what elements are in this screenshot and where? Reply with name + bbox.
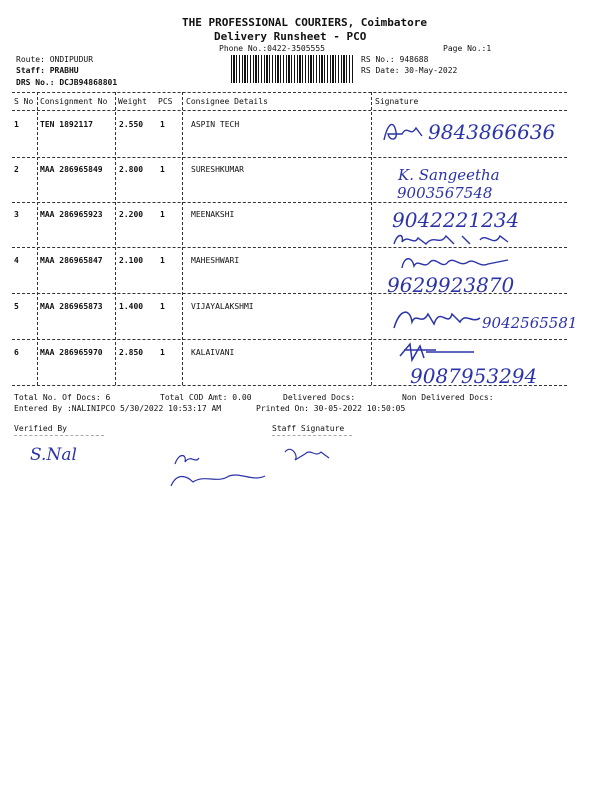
row-pcs: 1 xyxy=(160,210,165,219)
signature-scribble xyxy=(380,118,425,150)
drs-number: DRS No.: DCJB94868801 xyxy=(16,78,118,87)
row-consignee: KALAIVANI xyxy=(191,348,235,357)
verified-line xyxy=(14,435,104,436)
runsheet-subtitle: Delivery Runsheet - PCO xyxy=(214,30,367,43)
company-title: THE PROFESSIONAL COURIERS, Coimbatore xyxy=(182,16,428,29)
row-consignment: MAA 286965847 xyxy=(40,256,103,265)
total-docs: Total No. Of Docs: 6 xyxy=(14,393,111,402)
row-weight: 2.800 xyxy=(119,165,144,174)
row-sno: 5 xyxy=(14,302,19,311)
row-sno: 3 xyxy=(14,210,19,219)
total-cod: Total COD Amt: 0.00 xyxy=(160,393,252,402)
row-weight: 1.400 xyxy=(119,302,144,311)
row-sno: 2 xyxy=(14,165,19,174)
col-signature: Signature xyxy=(375,97,419,106)
route: Route: ONDIPUDUR xyxy=(16,55,94,64)
row-rule xyxy=(12,157,567,158)
row-pcs: 1 xyxy=(160,348,165,357)
row-sno: 4 xyxy=(14,256,19,265)
signature-scribble xyxy=(390,230,520,254)
table-top-rule xyxy=(12,92,567,93)
row-rule xyxy=(12,202,567,203)
col-pcs: PCS xyxy=(158,97,173,106)
col-sep xyxy=(115,92,116,385)
col-weight: Weight xyxy=(118,97,147,106)
row-pcs: 1 xyxy=(160,120,165,129)
row-consignment: TEN 1892117 xyxy=(40,120,93,129)
table-header-rule xyxy=(12,110,567,111)
handwritten-phone: 9087953294 xyxy=(410,364,538,388)
non-delivered-docs: Non Delivered Docs: xyxy=(402,393,494,402)
staff-line xyxy=(272,435,352,436)
col-sep xyxy=(371,92,372,385)
row-consignee: MEENAKSHI xyxy=(191,210,235,219)
handwritten-phone: 9629923870 xyxy=(387,273,515,297)
handwritten-phone: 9042565581 xyxy=(482,314,578,332)
row-sno: 6 xyxy=(14,348,19,357)
row-consignee: VIJAYALAKSHMI xyxy=(191,302,254,311)
signature-scribble xyxy=(165,446,345,500)
row-consignment: MAA 286965923 xyxy=(40,210,103,219)
row-consignment: MAA 286965873 xyxy=(40,302,103,311)
row-weight: 2.550 xyxy=(119,120,144,129)
handwritten-phone: 9042221234 xyxy=(392,208,520,232)
row-weight: 2.850 xyxy=(119,348,144,357)
row-weight: 2.100 xyxy=(119,256,144,265)
row-pcs: 1 xyxy=(160,302,165,311)
printed-on: Printed On: 30-05-2022 10:50:05 xyxy=(256,404,406,413)
row-pcs: 1 xyxy=(160,165,165,174)
row-weight: 2.200 xyxy=(119,210,144,219)
rs-date: RS Date: 30-May-2022 xyxy=(361,66,458,75)
staff-signature-label: Staff Signature xyxy=(272,424,345,433)
handwritten-name: K. Sangeetha xyxy=(398,166,500,184)
signature-scribble xyxy=(390,304,485,338)
phone-number: Phone No.:0422-3505555 xyxy=(219,44,325,53)
rs-number: RS No.: 948688 xyxy=(361,55,429,64)
handwritten-phone: 9843866636 xyxy=(428,120,556,144)
row-consignee: ASPIN TECH xyxy=(191,120,240,129)
col-consignee: Consignee Details xyxy=(186,97,268,106)
row-consignment: MAA 286965849 xyxy=(40,165,103,174)
staff: Staff: PRABHU xyxy=(16,66,79,75)
row-consignee: SURESHKUMAR xyxy=(191,165,244,174)
delivered-docs: Delivered Docs: xyxy=(283,393,356,402)
col-sno: S No xyxy=(14,97,34,106)
page-number: Page No.:1 xyxy=(443,44,492,53)
verified-signature: S.Nal xyxy=(30,445,77,465)
row-consignee: MAHESHWARI xyxy=(191,256,240,265)
col-sep xyxy=(37,92,38,385)
barcode xyxy=(231,55,353,83)
entered-by: Entered By :NALINIPCO 5/30/2022 10:53:17 AM xyxy=(14,404,222,413)
row-sno: 1 xyxy=(14,120,19,129)
col-consignment: Consignment No xyxy=(40,97,108,106)
col-sep xyxy=(182,92,183,385)
row-rule xyxy=(12,339,567,340)
verified-by-label: Verified By xyxy=(14,424,67,433)
handwritten-phone: 9003567548 xyxy=(397,184,493,202)
row-consignment: MAA 286965970 xyxy=(40,348,103,357)
row-pcs: 1 xyxy=(160,256,165,265)
